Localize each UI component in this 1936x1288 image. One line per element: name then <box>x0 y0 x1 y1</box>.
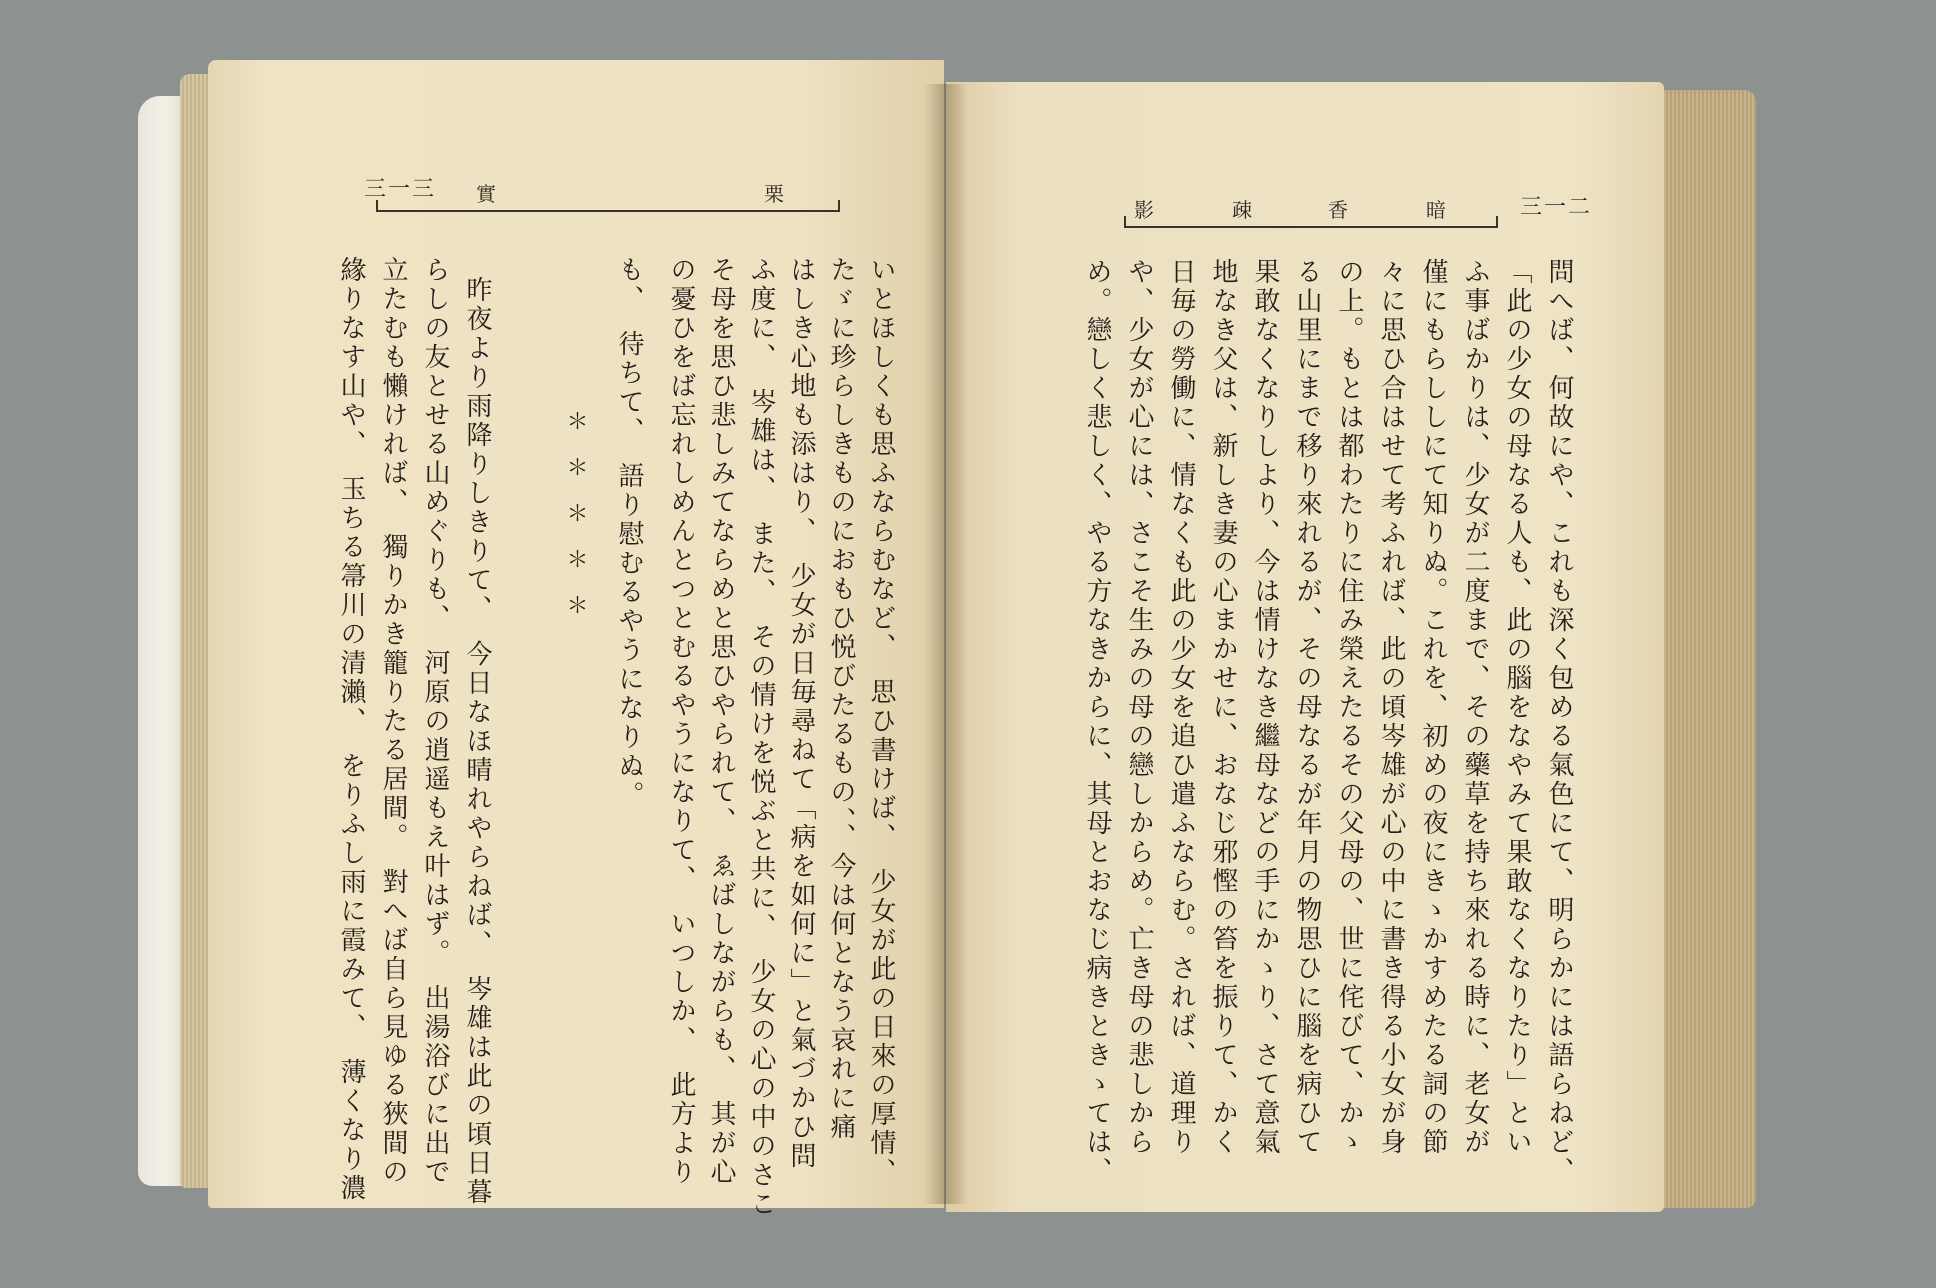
text-column: 立たむも懶ければ、 獨りかき籠りたる居間。 對へば自ら見ゆる狹間の <box>378 256 408 1187</box>
text-column: 地なき父は、新しき妻の心まかせに、おなじ邪慳の笞を振りて、かく <box>1208 258 1238 1157</box>
right-running-head-char: 暗 <box>1426 198 1446 222</box>
text-column: 問へば、何故にや、これも深く包める氣色にて、明らかには語らねど、 <box>1544 258 1574 1186</box>
text-column: の憂ひをば忘れしめんとつとむるやうになりて、 いつしか、 此方より <box>666 256 696 1187</box>
text-column: も、 待ちて、 語り慰むるやうになりぬ。 <box>614 256 644 810</box>
text-column: の上。もとは都わたりに住み榮えたるその父母の、世に侘びて、かゝ <box>1334 258 1364 1157</box>
left-header-rule <box>376 210 840 212</box>
text-column: 「此の少女の母なる人も、此の腦をなやみて果敢なくなりたり」とい <box>1502 258 1532 1157</box>
book-gutter <box>924 84 968 1204</box>
text-column: いとほしくも思ふならむなど、 思ひ書けば、 少女が此の日來の厚情、 <box>866 256 896 1187</box>
right-header-rule <box>1124 226 1498 228</box>
text-column: そ母を思ひ悲しみてならめと思ひやられて、 ゑばしながらも、 其が心 <box>706 256 736 1187</box>
right-page <box>946 82 1664 1212</box>
text-column: ふ事ばかりは、少女が二度まで、その藥草を持ち來れる時に、老女が <box>1460 258 1490 1157</box>
right-running-head-char: 影 <box>1134 198 1154 222</box>
text-column: 昨夜より雨降りしきりて、 今日なほ晴れやらねば、 岑雄は此の頃日暮 <box>462 276 492 1207</box>
text-column: や、少女が心には、さこそ生みの母の戀しからめ。亡き母の悲しから <box>1124 258 1154 1157</box>
text-column: ふ度に、 岑雄は、 また、 その情けを悦ぶと共に、 少女の心の中のさこ <box>746 256 776 1219</box>
text-column: 日毎の勞働に、情なくも此の少女を追ひ遣ふならむ。されば、道理り <box>1166 258 1196 1157</box>
left-running-head-char: 栗 <box>764 182 784 206</box>
text-column: たゞに珍らしきものにおもひ悦びたるもの、、今は何となう哀れに痛 <box>826 256 856 1142</box>
right-page-number: 三一二 <box>1520 195 1593 220</box>
text-column: 果敢なくなりしより、今は情けなき繼母などの手にかゝり、さて意氣 <box>1250 258 1280 1157</box>
right-running-head-char: 香 <box>1328 198 1348 222</box>
right-page-stack <box>1660 90 1756 1208</box>
left-running-head-char: 實 <box>476 182 496 206</box>
text-column: はしき心地も添はり、 少女が日毎尋ねて「病を如何に」と氣づかひ問 <box>786 256 816 1171</box>
left-page <box>208 60 944 1219</box>
text-column: 緣りなす山や、 玉ちる箒川の清瀨、 をりふし雨に霞みて、 薄くなり濃 <box>336 256 366 1203</box>
right-running-head-char: 疎 <box>1232 198 1252 222</box>
text-column: 々に思ひ合はせて考ふれば、此の頃岑雄が心の中に書き得る小女が身 <box>1376 258 1406 1157</box>
left-page-number: 三一三 <box>364 177 437 202</box>
section-break-asterisks: ＊＊＊＊＊ <box>563 410 588 640</box>
text-column: る山里にまで移り來れるが、その母なるが年月の物思ひに腦を病ひて <box>1292 258 1322 1157</box>
text-column: 僅にもらししにて知りぬ。これを、初めの夜にきゝかすめたる詞の節 <box>1418 258 1448 1157</box>
text-column: め。戀しく悲しく、やる方なきからに、其母とおなじ病きときゝては、 <box>1082 258 1112 1186</box>
text-column: らしの友とせる山めぐりも、 河原の逍遥もえ叶はず。 出湯浴びに出で <box>420 256 450 1187</box>
